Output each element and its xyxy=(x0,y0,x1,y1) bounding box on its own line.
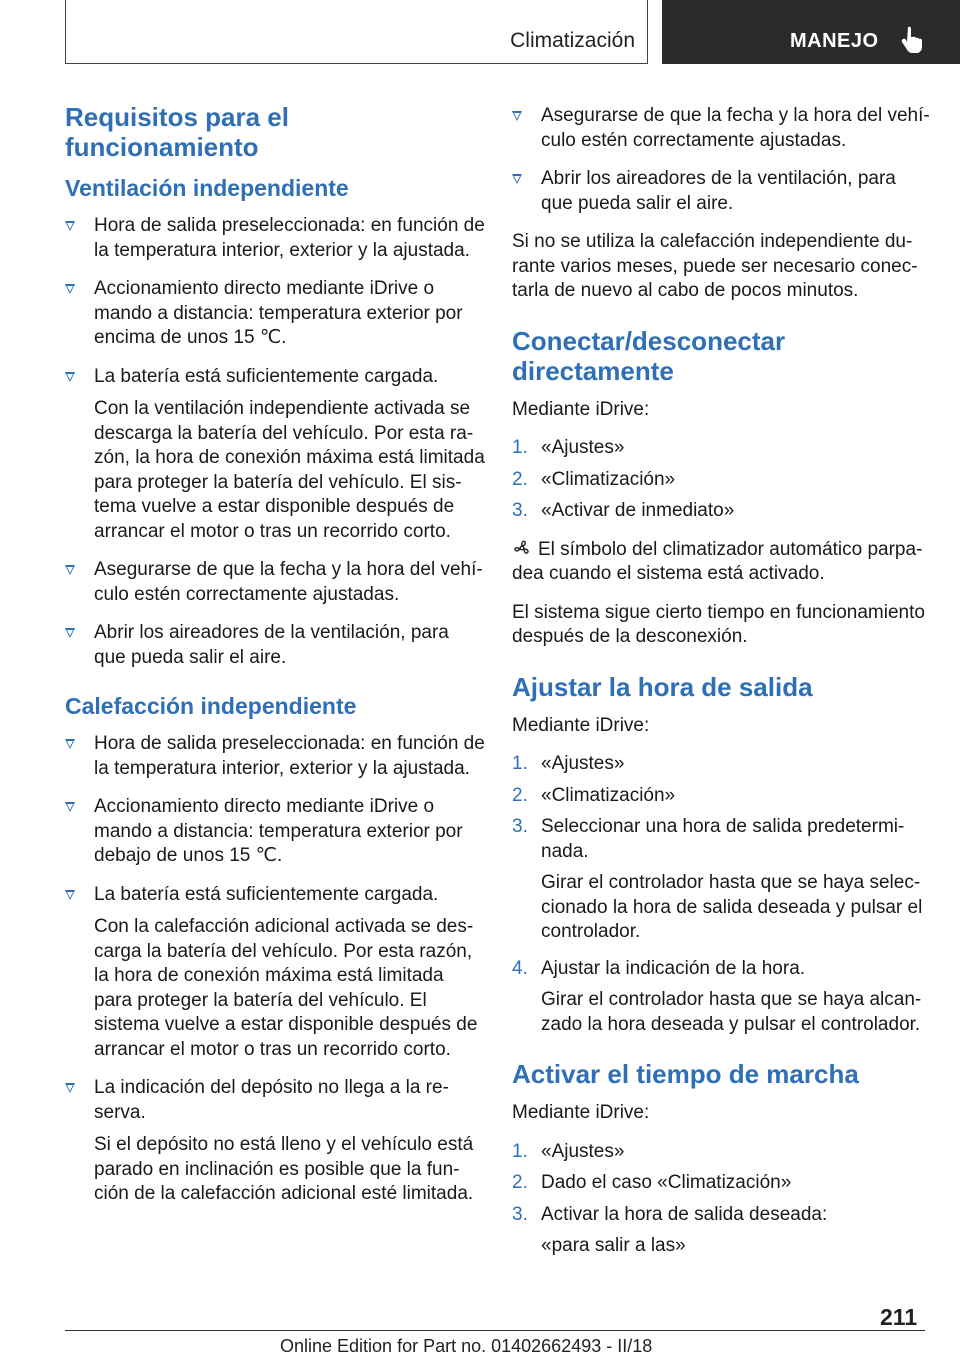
triangle-bullet-icon xyxy=(65,628,75,638)
paragraph: Si no se utiliza la calefacción independiente durante varios meses, puede ser necesario conectarla de nuevo al cabo de pocos minutos. xyxy=(512,231,918,301)
heading-ventilacion: Ventilación independiente xyxy=(65,175,349,201)
list-item: Hora de salida preseleccionada: en función de la temperatura interior, exterior y la ajustada. xyxy=(65,732,485,781)
list-item: Accionamiento directo mediante iDrive o mando a distancia: temperatura exterior por debajo de unos 15 ℃. xyxy=(65,795,485,869)
triangle-bullet-icon xyxy=(512,174,522,184)
footer-divider xyxy=(65,1330,925,1331)
triangle-bullet-icon xyxy=(65,890,75,900)
climate-fan-icon xyxy=(512,539,532,557)
heading-requisitos: Requisitos para el funcionamiento xyxy=(65,102,289,162)
triangle-bullet-icon xyxy=(65,284,75,294)
list-item: La batería está suficientemente cargada. xyxy=(65,365,485,390)
list-item: Abrir los aireadores de la ventilación, para que pueda salir el aire. xyxy=(512,167,932,216)
heading-calefaccion: Calefacción independiente xyxy=(65,693,357,719)
step-item: 2. Dado el caso «Climatización» xyxy=(512,1172,792,1193)
list-item: Abrir los aireadores de la ventilación, para que pueda salir el aire. xyxy=(65,621,485,670)
step-item: 1. «Ajustes» xyxy=(512,753,625,774)
step-note: «para salir a las» xyxy=(541,1235,686,1256)
triangle-bullet-icon xyxy=(512,111,522,121)
mediante-label: Mediante iDrive: xyxy=(512,714,650,736)
list-item: La indicación del depósito no llega a la reserva. xyxy=(65,1076,485,1125)
left-column xyxy=(65,102,485,1221)
step-item: 1. «Ajustes» xyxy=(512,1140,625,1162)
section-title: Climatización xyxy=(510,29,635,52)
step-note: Girar el controlador hasta que se haya seleccionado la hora de salida deseada y pulsar el controlador. xyxy=(541,872,923,942)
mediante-label: Mediante iDrive: xyxy=(512,398,650,420)
pointing-hand-icon xyxy=(897,24,927,54)
step-note: Girar el controlador hasta que se haya alcanzado la hora deseada y pulsar el controlador. xyxy=(541,989,922,1035)
mediante-label: Mediante iDrive: xyxy=(512,1102,650,1123)
step-item: 3. «Activar de inmediato» xyxy=(512,500,735,521)
triangle-bullet-icon xyxy=(65,802,75,812)
bullet-note: Si el depósito no está lleno y el vehículo está parado en inclinación es posible que la función de la calefacción adicional esté limitada. xyxy=(94,1134,474,1204)
step-item: 4. Ajustar la indicación de la hora. xyxy=(512,957,806,979)
list-item: Asegurarse de que la fecha y la hora del vehículo estén correctamente ajustadas. xyxy=(65,558,485,607)
triangle-bullet-icon xyxy=(65,221,75,231)
triangle-bullet-icon xyxy=(65,739,75,749)
triangle-bullet-icon xyxy=(65,565,75,575)
step-item: 2. «Climatización» xyxy=(512,784,676,806)
step-item: 3. Activar la hora de salida deseada: xyxy=(512,1203,828,1225)
triangle-bullet-icon xyxy=(65,1083,75,1093)
fan-note: El símbolo del climatizador automático parpadea cuando el sistema está activado. xyxy=(512,538,923,584)
heading-ajustar: Ajustar la hora de salida xyxy=(512,671,813,702)
list-item: La batería está suficientemente cargada. xyxy=(65,883,485,908)
chapter-tab[interactable] xyxy=(662,0,960,64)
list-item: Hora de salida preseleccionada: en función de la temperatura interior, exterior y la ajustada. xyxy=(65,214,485,263)
list-item: Accionamiento directo mediante iDrive o mando a distancia: temperatura exterior por encima de unos 15 ℃. xyxy=(65,277,485,351)
step-item: 2. «Climatización» xyxy=(512,468,676,490)
bullet-note: Con la ventilación independiente activada se descarga la batería del vehículo. Por esta razón, la hora de conexión máxima está limitada para proteger la batería del vehículo. El sistema vuelve a estar disponible después de arrancar el motor o tras un recorrido corto. xyxy=(94,398,485,542)
edition-footer: Online Edition for Part no. 01402662493 - II/18 xyxy=(280,1336,653,1356)
right-column xyxy=(512,104,932,1271)
step-item: 1. «Ajustes» xyxy=(512,437,625,458)
page-number: 211 xyxy=(880,1304,918,1330)
bullet-note: Con la calefacción adicional activada se descarga la batería del vehículo. Por esta razón, la hora de conexión máxima está limitada para proteger la batería del vehículo. El sistema vuelve a estar disponible después de arrancar el motor o tras un recorrido corto. xyxy=(94,916,478,1060)
step-item: 3. Seleccionar una hora de salida predeterminada. xyxy=(512,816,905,862)
triangle-bullet-icon xyxy=(65,372,75,382)
heading-conectar: Conectar/desconectar directamente xyxy=(512,325,786,386)
list-item: Asegurarse de que la fecha y la hora del vehículo estén correctamente ajustadas. xyxy=(512,104,932,153)
paragraph: El sistema sigue cierto tiempo en funcionamiento después de la desconexión. xyxy=(512,601,925,647)
chapter-tab-label: MANEJO xyxy=(790,30,879,52)
heading-activar: Activar el tiempo de marcha xyxy=(512,1059,859,1089)
